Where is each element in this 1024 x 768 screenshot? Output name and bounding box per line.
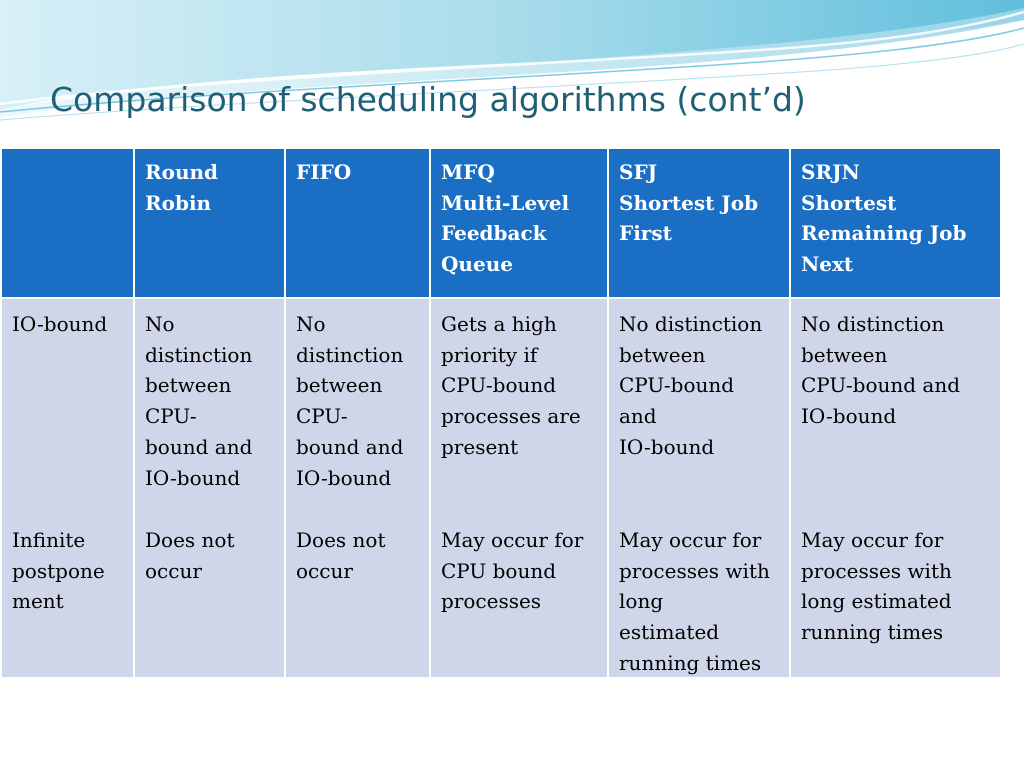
- round-robin-cell: [134, 298, 285, 678]
- mfq-postponement: May occur for CPU bound processes: [441, 528, 584, 614]
- fifo-cell: [285, 298, 430, 678]
- row-label-infinite-postponement: Infinite postpone ment: [12, 528, 105, 614]
- row-label-io-bound: IO-bound: [12, 312, 108, 336]
- srjn-io-bound: No distinction between CPU-bound and IO-bound: [801, 312, 961, 429]
- sfj-postponement: May occur for processes with long estimated running times: [619, 528, 770, 675]
- comparison-table: [0, 147, 1002, 679]
- sfj-io-bound: No distinction between CPU-bound and IO-bound: [619, 312, 763, 459]
- slide-title: Comparison of scheduling algorithms (cont’d): [50, 80, 806, 119]
- round-robin-io-bound: No distinction between CPU- bound and IO-bound: [145, 312, 253, 490]
- sfj-cell: [608, 298, 790, 678]
- header-cell-sfj: SFJ Shortest Job First: [608, 148, 790, 298]
- row-label-cell: [1, 298, 134, 678]
- mfq-cell: [430, 298, 608, 678]
- fifo-postponement: Does not occur: [296, 528, 386, 583]
- header-cell-fifo: FIFO: [285, 148, 430, 298]
- header-cell-round-robin: Round Robin: [134, 148, 285, 298]
- table-row: [1, 298, 1001, 678]
- header-cell-srjn: SRJN Shortest Remaining Job Next: [790, 148, 1001, 298]
- table-header-row: [1, 148, 1001, 298]
- decorative-wave: [0, 0, 1024, 150]
- fifo-io-bound: No distinction between CPU- bound and IO-bound: [296, 312, 404, 490]
- srjn-postponement: May occur for processes with long estimated running times: [801, 528, 952, 645]
- round-robin-postponement: Does not occur: [145, 528, 235, 583]
- header-cell-empty: [1, 148, 134, 298]
- mfq-io-bound: Gets a high priority if CPU-bound processes are present: [441, 312, 581, 459]
- srjn-cell: [790, 298, 1001, 678]
- header-cell-mfq: MFQ Multi-Level Feedback Queue: [430, 148, 608, 298]
